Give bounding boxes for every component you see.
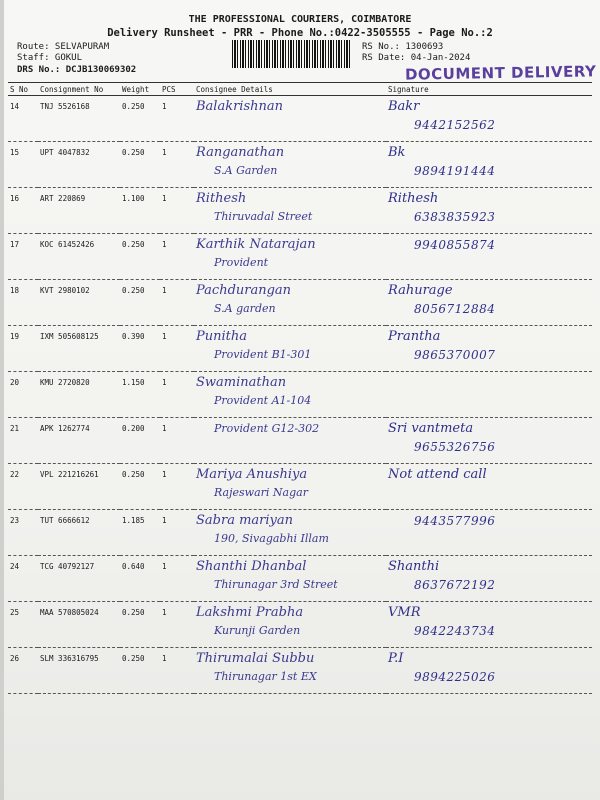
row-consignee-details bbox=[194, 188, 386, 234]
table-row bbox=[8, 418, 592, 464]
consignee-address: Rajeswari Nagar bbox=[214, 486, 308, 499]
row-sno: 20 bbox=[8, 372, 38, 418]
signature-mark: Sri vantmeta bbox=[388, 421, 474, 436]
table-row bbox=[8, 234, 592, 280]
row-consignment-no: TNJ 5526168 bbox=[38, 96, 120, 142]
row-weight: 1.185 bbox=[120, 510, 160, 556]
consignee-address: Provident bbox=[214, 256, 269, 269]
consignee-name: Shanthi Dhanbal bbox=[196, 559, 307, 574]
row-weight: 0.390 bbox=[120, 326, 160, 372]
consignee-name: Karthik Natarajan bbox=[196, 237, 316, 252]
drs-number: DRS No.: DCJB130069302 bbox=[17, 65, 137, 75]
row-sno: 24 bbox=[8, 556, 38, 602]
row-weight: 0.250 bbox=[120, 648, 160, 694]
route-label: Route: SELVAPURAM bbox=[17, 42, 110, 52]
row-consignment-no: KVT 2980102 bbox=[38, 280, 120, 326]
signature-phone: 6383835923 bbox=[414, 210, 496, 224]
table-row bbox=[8, 96, 592, 142]
row-consignee-details bbox=[194, 556, 386, 602]
signature-mark: Not attend call bbox=[388, 467, 487, 482]
row-weight: 0.200 bbox=[120, 418, 160, 464]
row-sno: 25 bbox=[8, 602, 38, 648]
row-signature bbox=[386, 234, 592, 280]
row-weight: 1.100 bbox=[120, 188, 160, 234]
row-consignee-details bbox=[194, 602, 386, 648]
table-row bbox=[8, 602, 592, 648]
row-pcs: 1 bbox=[160, 648, 194, 694]
table-row bbox=[8, 188, 592, 234]
signature-mark: Prantha bbox=[388, 329, 441, 344]
col-signature: Signature bbox=[386, 83, 592, 96]
row-sno: 23 bbox=[8, 510, 38, 556]
table-row bbox=[8, 464, 592, 510]
row-weight: 0.250 bbox=[120, 96, 160, 142]
consignee-name: Lakshmi Prabha bbox=[196, 605, 304, 620]
row-pcs: 1 bbox=[160, 280, 194, 326]
table-row bbox=[8, 280, 592, 326]
table-row bbox=[8, 142, 592, 188]
col-consignee: Consignee Details bbox=[194, 83, 386, 96]
row-pcs: 1 bbox=[160, 602, 194, 648]
row-sno: 16 bbox=[8, 188, 38, 234]
col-consignment: Consignment No bbox=[38, 83, 120, 96]
consignee-name: Punitha bbox=[196, 329, 247, 344]
rs-number: RS No.: 1300693 bbox=[362, 42, 444, 52]
consignee-address: Provident A1-104 bbox=[214, 394, 312, 407]
row-consignee-details bbox=[194, 648, 386, 694]
signature-phone: 9894225026 bbox=[414, 670, 496, 684]
signature-phone: 9842243734 bbox=[414, 624, 496, 638]
signature-phone: 9894191444 bbox=[414, 164, 496, 178]
signature-mark: Bakr bbox=[388, 99, 420, 114]
row-consignee-details bbox=[194, 96, 386, 142]
company-title: THE PROFESSIONAL COURIERS, COIMBATORE bbox=[188, 14, 412, 25]
consignee-name: Sabra mariyan bbox=[196, 513, 293, 528]
table-row bbox=[8, 326, 592, 372]
row-pcs: 1 bbox=[160, 372, 194, 418]
table-row bbox=[8, 556, 592, 602]
scan-edge bbox=[0, 0, 4, 800]
signature-phone: 9655326756 bbox=[414, 440, 496, 454]
row-sno: 17 bbox=[8, 234, 38, 280]
table-row bbox=[8, 372, 592, 418]
consignee-name: Thirumalai Subbu bbox=[196, 651, 315, 666]
consignee-name: Ranganathan bbox=[196, 145, 285, 160]
row-pcs: 1 bbox=[160, 188, 194, 234]
row-weight: 0.250 bbox=[120, 602, 160, 648]
row-signature bbox=[386, 142, 592, 188]
runsheet-title: Delivery Runsheet - PRR - Phone No.:0422-3505555 - Page No.:2 bbox=[107, 27, 493, 39]
delivery-table bbox=[8, 82, 592, 694]
row-weight: 0.640 bbox=[120, 556, 160, 602]
signature-phone: 9940855874 bbox=[414, 238, 496, 252]
col-weight: Weight bbox=[120, 83, 160, 96]
row-signature bbox=[386, 372, 592, 418]
row-consignment-no: UPT 4047832 bbox=[38, 142, 120, 188]
consignee-address: Kurunji Garden bbox=[214, 624, 301, 637]
row-signature bbox=[386, 556, 592, 602]
row-sno: 19 bbox=[8, 326, 38, 372]
row-signature bbox=[386, 280, 592, 326]
signature-mark: VMR bbox=[388, 605, 421, 620]
consignee-address: Thirunagar 3rd Street bbox=[214, 578, 338, 591]
row-sno: 15 bbox=[8, 142, 38, 188]
consignee-address: 190, Sivagabhi Illam bbox=[214, 532, 329, 545]
row-consignment-no: ART 220869 bbox=[38, 188, 120, 234]
consignee-name: Swaminathan bbox=[196, 375, 287, 390]
row-weight: 0.250 bbox=[120, 464, 160, 510]
barcode bbox=[232, 40, 352, 68]
row-pcs: 1 bbox=[160, 556, 194, 602]
consignee-address: Thirunagar 1st EX bbox=[214, 670, 317, 683]
row-signature bbox=[386, 464, 592, 510]
row-consignment-no: MAA 570805024 bbox=[38, 602, 120, 648]
row-signature bbox=[386, 188, 592, 234]
row-weight: 0.250 bbox=[120, 234, 160, 280]
signature-mark: P.I bbox=[388, 651, 404, 666]
document-delivery-stamp: DOCUMENT DELIVERY bbox=[404, 62, 597, 84]
row-consignment-no: KMU 2720820 bbox=[38, 372, 120, 418]
row-weight: 1.150 bbox=[120, 372, 160, 418]
row-pcs: 1 bbox=[160, 326, 194, 372]
row-signature bbox=[386, 326, 592, 372]
consignee-address: S.A Garden bbox=[214, 164, 278, 177]
signature-mark: Rithesh bbox=[388, 191, 439, 206]
staff-label: Staff: GOKUL bbox=[17, 53, 83, 63]
consignee-address: Thiruvadal Street bbox=[214, 210, 313, 223]
row-consignee-details bbox=[194, 464, 386, 510]
row-weight: 0.250 bbox=[120, 280, 160, 326]
row-consignment-no: VPL 221216261 bbox=[38, 464, 120, 510]
consignee-name: Pachdurangan bbox=[196, 283, 292, 298]
row-pcs: 1 bbox=[160, 142, 194, 188]
row-pcs: 1 bbox=[160, 96, 194, 142]
signature-phone: 9865370007 bbox=[414, 348, 496, 362]
row-signature bbox=[386, 648, 592, 694]
row-pcs: 1 bbox=[160, 234, 194, 280]
col-sno: S No bbox=[8, 83, 38, 96]
signature-phone: 9442152562 bbox=[414, 118, 496, 132]
signature-phone: 8637672192 bbox=[414, 578, 496, 592]
row-signature bbox=[386, 510, 592, 556]
signature-phone: 8056712884 bbox=[414, 302, 496, 316]
col-pcs: PCS bbox=[160, 83, 194, 96]
consignee-name: Rithesh bbox=[196, 191, 247, 206]
row-signature bbox=[386, 602, 592, 648]
table-row bbox=[8, 648, 592, 694]
consignee-name: Mariya Anushiya bbox=[196, 467, 308, 482]
row-consignee-details bbox=[194, 142, 386, 188]
row-consignment-no: IXM 505608125 bbox=[38, 326, 120, 372]
row-consignee-details bbox=[194, 280, 386, 326]
rs-date: RS Date: 04-Jan-2024 bbox=[362, 53, 471, 63]
row-consignee-details bbox=[194, 418, 386, 464]
row-weight: 0.250 bbox=[120, 142, 160, 188]
row-pcs: 1 bbox=[160, 418, 194, 464]
row-consignment-no: TCG 40792127 bbox=[38, 556, 120, 602]
row-sno: 22 bbox=[8, 464, 38, 510]
signature-mark: Shanthi bbox=[388, 559, 440, 574]
row-consignment-no: APK 1262774 bbox=[38, 418, 120, 464]
row-sno: 18 bbox=[8, 280, 38, 326]
row-pcs: 1 bbox=[160, 464, 194, 510]
row-sno: 21 bbox=[8, 418, 38, 464]
signature-phone: 9443577996 bbox=[414, 514, 496, 528]
consignee-address: Provident B1-301 bbox=[214, 348, 312, 361]
row-sno: 26 bbox=[8, 648, 38, 694]
table-row bbox=[8, 510, 592, 556]
row-consignment-no: TUT 6666612 bbox=[38, 510, 120, 556]
row-consignee-details bbox=[194, 510, 386, 556]
consignee-address: S.A garden bbox=[214, 302, 276, 315]
signature-mark: Bk bbox=[388, 145, 406, 160]
row-sno: 14 bbox=[8, 96, 38, 142]
row-consignee-details bbox=[194, 326, 386, 372]
signature-mark: Rahurage bbox=[388, 283, 453, 298]
row-consignee-details bbox=[194, 372, 386, 418]
row-consignment-no: KOC 61452426 bbox=[38, 234, 120, 280]
consignee-address: Provident G12-302 bbox=[214, 422, 320, 435]
row-consignee-details bbox=[194, 234, 386, 280]
row-consignment-no: SLM 336316795 bbox=[38, 648, 120, 694]
consignee-name: Balakrishnan bbox=[196, 99, 284, 114]
row-pcs: 1 bbox=[160, 510, 194, 556]
row-signature bbox=[386, 96, 592, 142]
row-signature bbox=[386, 418, 592, 464]
